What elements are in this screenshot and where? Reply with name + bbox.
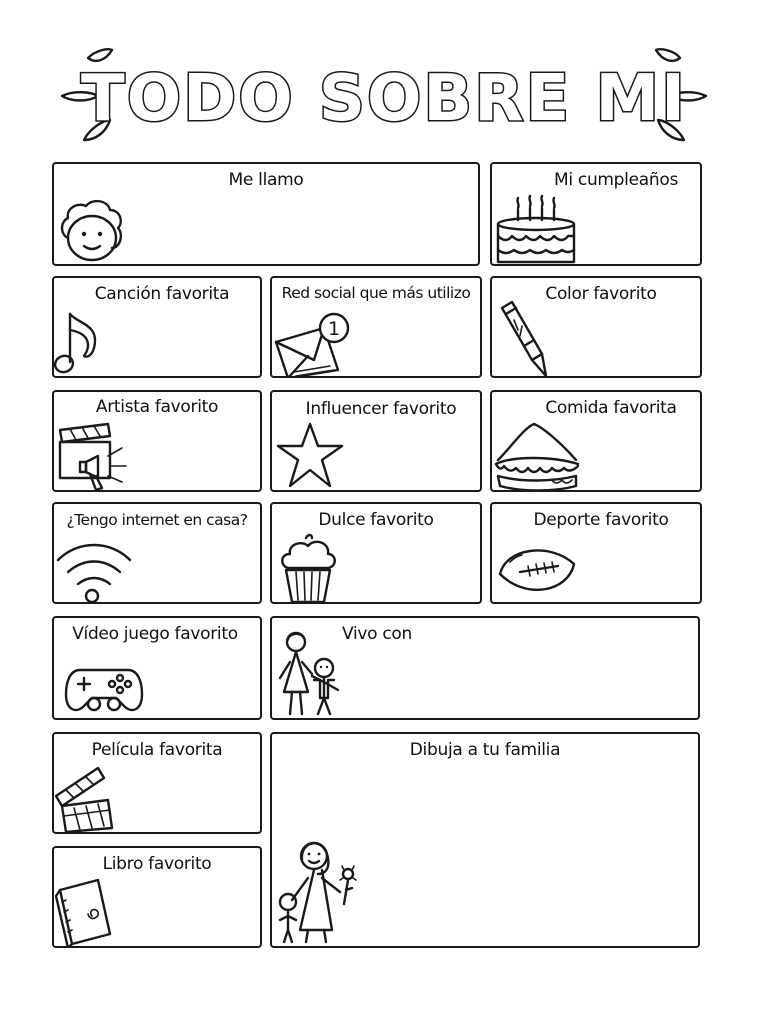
- card-label: Artista favorito: [95, 397, 219, 417]
- music-note-icon: [54, 304, 106, 380]
- card-comida-favorita[interactable]: [490, 390, 702, 492]
- card-label: Comida favorita: [545, 398, 677, 418]
- wifi-icon: [54, 534, 134, 604]
- football-icon: [496, 540, 578, 600]
- card-label: Vivo con: [342, 624, 412, 644]
- card-label: Dulce favorito: [318, 510, 434, 530]
- notification-badge-count: 1: [327, 318, 341, 340]
- card-pelicula-favorita[interactable]: [52, 732, 262, 834]
- card-cancion-favorita[interactable]: [52, 276, 262, 378]
- card-deporte-favorito[interactable]: [490, 502, 702, 604]
- card-label: Canción favorita: [94, 284, 230, 304]
- card-internet-en-casa[interactable]: [52, 502, 262, 604]
- cake-icon: [492, 190, 578, 268]
- card-libro-favorito[interactable]: [52, 846, 262, 948]
- cupcake-icon: [278, 532, 338, 604]
- card-dibuja-a-tu-familia[interactable]: [270, 732, 700, 948]
- header-decoration: [0, 40, 768, 150]
- clapperboard-megaphone-icon: [56, 418, 132, 494]
- card-label: Deporte favorito: [533, 510, 669, 530]
- envelope-notification-icon: [274, 306, 354, 378]
- face-icon: [56, 198, 128, 264]
- mother-child-icon: [274, 834, 368, 946]
- header: [0, 40, 768, 150]
- card-vivo-con[interactable]: [270, 616, 700, 720]
- sandwich-icon: [492, 420, 582, 492]
- card-me-llamo[interactable]: [52, 162, 480, 266]
- card-label: Influencer favorito: [305, 399, 457, 419]
- card-label: Mi cumpleaños: [554, 170, 678, 190]
- card-label: Película favorita: [91, 740, 223, 760]
- card-red-social[interactable]: [270, 276, 482, 378]
- card-label: Color favorito: [545, 284, 657, 304]
- card-label: Libro favorito: [102, 854, 212, 874]
- card-label: Dibuja a tu familia: [409, 740, 561, 760]
- family-icon: [276, 630, 356, 720]
- card-color-favorito[interactable]: [490, 276, 702, 378]
- card-label: Vídeo juego favorito: [72, 624, 238, 644]
- clapperboard-icon: [54, 758, 114, 832]
- card-label: Red social que más utilizo: [281, 284, 471, 302]
- card-video-juego-favorito[interactable]: [52, 616, 262, 720]
- gamepad-icon: [64, 664, 144, 716]
- card-label: Me llamo: [228, 170, 304, 190]
- card-dulce-favorito[interactable]: [270, 502, 482, 604]
- page-title: TODO SOBRE MI: [81, 62, 687, 136]
- star-icon: [274, 420, 346, 492]
- card-artista-favorito[interactable]: [52, 390, 262, 492]
- book-icon: [54, 878, 116, 948]
- card-influencer-favorito[interactable]: [270, 390, 482, 492]
- card-label: ¿Tengo internet en casa?: [66, 511, 248, 529]
- crayon-icon: [496, 296, 548, 378]
- card-mi-cumpleanos[interactable]: [490, 162, 702, 266]
